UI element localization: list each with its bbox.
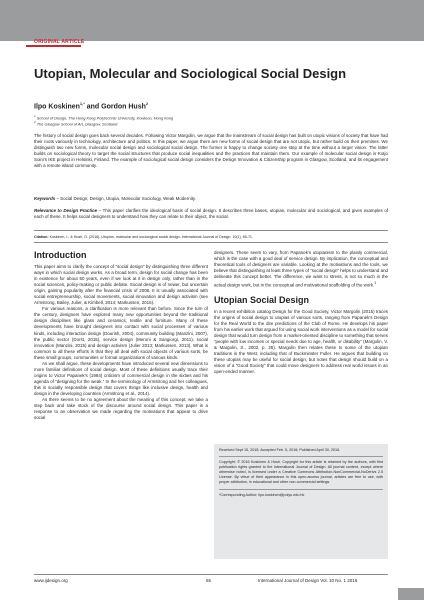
affiliation-1-text: School of Design, The Hong Kong Polytechnic University, Kowloon, Hong Kong [36, 115, 174, 121]
relevance-label: Relevance to Design Practice [34, 208, 98, 213]
affiliation-2 [34, 120, 117, 126]
info-divider-2 [219, 489, 383, 490]
intro-paragraph-3: As we shall argue, these developments have introduced several new dimensions to more familiar definitions of social design. Most of these definitions usually trace their origins to Victor Papanek’s (1984) criticism of commercial design in the sixties and his agenda of “designing for the weak.” In the terminology of Armstrong and her colleagues, this is socially responsible design that covers things like inclusive design, health and design in the developing countries (Armstrong et al., 2014). [34, 360, 208, 396]
journal-url[interactable]: www.ijdesign.org [34, 578, 68, 583]
citation [34, 235, 388, 239]
affiliation-1-marker: 1 [34, 114, 36, 118]
intro-paragraph-1: This paper aims to clarify the concept of “social design” by distinguishing three different ways in which social design works. As a broad term, design for social change has been in existence for about 50 years, even if we look at it in design only, rather than in the social sciences, policy-making or public debate. Social design is of newer, but uncertain origin, gaining popularity after the financial crisis of 2008. It is usually associated with social entrepreneurship, social movements, social innovation and design activism (see Armstrong, Bailey, Julier, & Kimbell, 2014; Markussen, 2015). [34, 264, 208, 306]
citation-label: Citation: [34, 235, 49, 239]
keywords [34, 196, 388, 202]
author-1-marker: 1,* [79, 101, 85, 106]
citation-rule-bottom [34, 242, 388, 243]
affiliation-2-marker: 2 [34, 120, 36, 124]
introduction-heading: Introduction [34, 250, 87, 260]
article-info-box [214, 444, 388, 559]
utopian-paragraph-1: In a recent exhibition catalog Design for the Good Society, Victor Margolin (2015) traces the origins of social design to utopias of various sorts, ranging from Papanek’s Design for the Real World to the dire predictions of the Club of Rome. He develops his paper from his earlier work that argued for using social work interventions as a model for social design that would turn design from a market-oriented discipline to something that serves “people with low incomes or special needs due to age, health, or disability” (Margolin, V. & Margolin, S., 2002, p. 25). Margolin then relates these to some of the utopian traditions in the West, including that of Buckminster Fuller. He argues that building on these utopias may be useful for social design, but notes that design should build on a vision of a “Good Society” that could move designers to address real world issues in an open-ended manner. [214, 308, 388, 375]
authors-line [34, 101, 148, 110]
keywords-label: Keywords [34, 196, 56, 201]
author-1: Ilpo Koskinen [34, 103, 80, 111]
footer-rule [34, 574, 388, 575]
utopian-heading: Utopian Social Design [214, 294, 310, 305]
relevance-text: – This paper clarifies the ideological basis of social design. It describes three bases, utopian, molecular and sociological, and gives examples of each of these. It helps social designers to understand how they can relate to their object, the social. [34, 208, 389, 220]
citation-rule-top [34, 230, 388, 231]
section-label: ORIGINAL ARTICLE [34, 39, 85, 45]
intro-paragraph-2: For various reasons, a clarification is more relevant than before. Since the turn of the century, designers have explored many new opportunities beyond the traditional design disciplines like glass and ceramics, textile and furniture. Many of these developments have brought designers into contact with social processes of various kinds, including interaction design (Dourish, 2004), community building (Manzini, 2007), the public sector (Dorst, 2015), service design (Meroni & Sangiorgi, 2011), social innovation (Manzini, 2015) and design activism (Julier 2013; Markussen, 2013). What is common to all these efforts is that they all deal with social objects of various sorts, be these small groups, communities or formal organizations of various kinds. [34, 306, 208, 360]
page-number: 65 [206, 578, 212, 583]
intro-continued-paragraph [214, 250, 388, 289]
copyright-notice: Copyright: © 2016 Koskinen & Hush. Copyright for this article is retained by the authors, with first publication rights granted to the International Journal of Design. All journal content, except where otherwise noted, is licensed under a Creative Commons Attribution-NonCommercial-NoDerivs 2.5 License. By virtue of their appearance in this open-access journal, articles are free to use, with proper attribution, in educational and other non-commercial settings. [219, 460, 383, 485]
authors-conjunction: and [84, 103, 102, 111]
journal-issue: International Journal of Design Vol. 10 No. 1 2016 [258, 578, 358, 583]
section-accent-line [26, 45, 81, 47]
author-2: Gordon Hush [101, 103, 146, 111]
keywords-text: – Social Design, Design, Utopia, Molecular Sociology, Weak Modernity. [55, 196, 197, 201]
author-2-marker: 2 [145, 101, 149, 106]
affiliation-2-text: The Glasgow School of Art, Glasgow, Scotland [36, 121, 118, 127]
abstract: The history of social design goes back several decades. Following Victor Margolin, we argue that the mainstream of social design has built on utopic visions of society that have had their roots variously in technology, architecture and politics. In this paper, we argue there are new forms of social design that are not utopic, but rather build on their premises. We distinguish two new forms, molecular social design and sociological social design. The former is happy to change society one step at the time without a larger vision. The latter builds on sociological theory to target the social structures that produce social inequalities and the practices that maintain them. Our example of molecular social design is Kotjo Soini's IKE project in Helsinki, Finland. The example of sociological social design considers the Design Innovation & Citizenship program in Glasgow, Scotland, and its engagement with a remote island community. [34, 133, 388, 169]
info-divider-1 [219, 456, 383, 457]
intro-paragraph-4: As there seems to be no agreement about the meaning of this concept, we take a step back and take stock of the discourse around social design. This paper is a response to an observation we made regarding the motivations that appear to drive social [34, 397, 208, 421]
intro-continued-text: designers. These seem to vary, from Papanek’s utopianism to the plainly commercial, which is the case with a good deal of service design. By implication, the conceptual and theoretical tools of designers are variable. Looking at the motivations and the tools, we believe that distinguishing at least three types of “social design” helps to understand and delineate this concept better. The difference, we want to stress, is not so much in the actual design work, but in the conceptual and motivational scaffolding of the work. [214, 250, 388, 288]
article-title: Utopian, Molecular and Sociological Social Design [34, 66, 347, 81]
relevance-to-practice [34, 208, 388, 220]
right-column [214, 250, 388, 375]
footnote-marker-1: 1 [374, 281, 377, 286]
corresponding-author: *Corresponding Author: ilpo.koskinen@polyu.edu.hk [219, 492, 305, 497]
footer-corner-block [398, 588, 424, 600]
left-column [34, 250, 208, 421]
article-dates: Received Sept 15, 2015; Accepted Feb. 5, 2016; Published April 30, 2016. [219, 448, 341, 452]
citation-text: Koskinen, I., & Hush, G. (2016). Utopian, molecular and sociological social design. International Journal of Design, 10(1), 65-71. [48, 235, 253, 239]
